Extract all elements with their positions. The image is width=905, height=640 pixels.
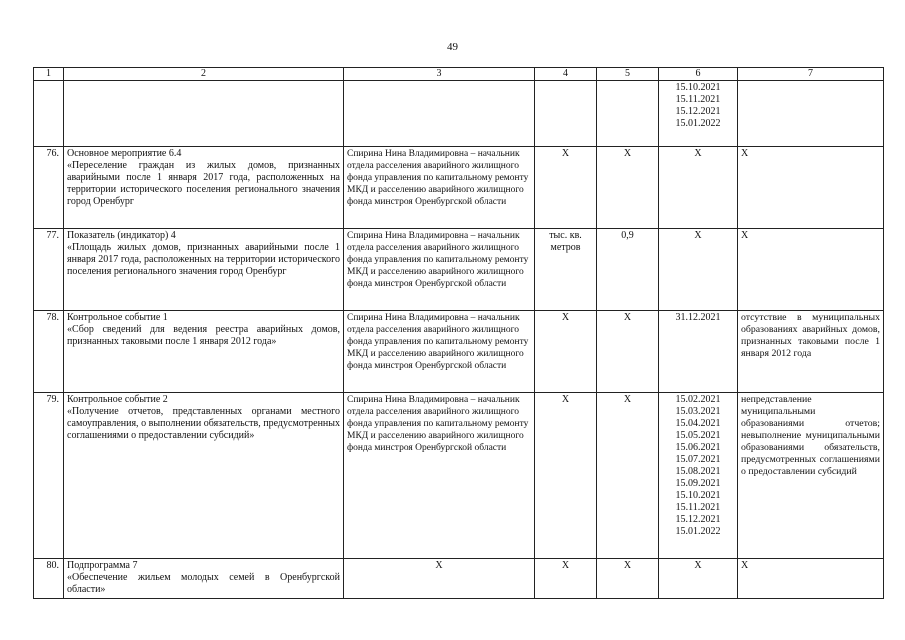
row-name-title: Подпрограмма 7 — [67, 560, 138, 571]
row-number: 78. — [34, 311, 64, 393]
date-value: 15.12.2021 — [675, 106, 721, 117]
date-value: 15.06.2021 — [675, 442, 721, 453]
cell-num — [34, 81, 64, 147]
date-value: 15.04.2021 — [675, 418, 721, 429]
table-row — [34, 311, 884, 393]
cell-dates — [659, 81, 738, 147]
cell-name — [64, 81, 344, 147]
date-value: 15.10.2021 — [675, 82, 721, 93]
row-col7: X — [738, 229, 884, 311]
row-responsible: X — [344, 559, 535, 599]
row-col5: 0,9 — [597, 229, 659, 311]
date-value: 15.02.2021 — [675, 394, 721, 405]
cell-col7 — [738, 81, 884, 147]
row-name-title: Контрольное событие 2 — [67, 394, 168, 405]
date-value: 15.11.2021 — [675, 94, 721, 105]
date-value: X — [694, 560, 702, 571]
date-value: 15.11.2021 — [675, 502, 721, 513]
header-col-5: 5 — [597, 68, 659, 81]
row-number: 79. — [34, 393, 64, 559]
cell-col4 — [535, 81, 597, 147]
row-name-desc: «Получение отчетов, представленных органами местного самоуправления, о выполнении обязательств, предусмотренных соглашениями о предоставлении субсидий» — [67, 406, 340, 441]
row-name-title: Основное мероприятие 6.4 — [67, 148, 182, 159]
row-col5: X — [597, 559, 659, 599]
date-value: 15.09.2021 — [675, 478, 721, 489]
date-value: 15.07.2021 — [675, 454, 721, 465]
date-value: 31.12.2021 — [675, 312, 721, 323]
row-col5: X — [597, 311, 659, 393]
row-col5: X — [597, 147, 659, 229]
row-name-desc: «Переселение граждан из жилых домов, признанных аварийными после 1 января 2017 года, расположенных на территории исторического поселения регионального значения город Оренбург — [67, 160, 340, 207]
date-value: 15.10.2021 — [675, 490, 721, 501]
row-col6 — [659, 311, 738, 393]
date-value: X — [694, 148, 702, 159]
row-name — [64, 559, 344, 599]
row-name-desc: «Площадь жилых домов, признанных аварийными после 1 января 2017 года, расположенных на территории исторического поселения регионального значения город Оренбург — [67, 242, 340, 277]
row-col4: тыс. кв. метров — [535, 229, 597, 311]
plan-table — [33, 67, 884, 599]
row-number: 77. — [34, 229, 64, 311]
header-col-7: 7 — [738, 68, 884, 81]
row-responsible: Спирина Нина Владимировна – начальник отдела расселения аварийного жилищного фонда управления по капитальному ремонту МКД и расселению аварийного жилищного фонда минстроя Оренбургской области — [344, 393, 535, 559]
table-row — [34, 393, 884, 559]
table-row — [34, 229, 884, 311]
row-col7: X — [738, 147, 884, 229]
row-name — [64, 229, 344, 311]
row-col5: X — [597, 393, 659, 559]
date-value: 15.08.2021 — [675, 466, 721, 477]
row-name — [64, 147, 344, 229]
row-col6 — [659, 229, 738, 311]
row-responsible: Спирина Нина Владимировна – начальник отдела расселения аварийного жилищного фонда управления по капитальному ремонту МКД и расселению аварийного жилищного фонда минстроя Оренбургской области — [344, 229, 535, 311]
row-col6 — [659, 147, 738, 229]
row-col4: X — [535, 559, 597, 599]
cell-col5 — [597, 81, 659, 147]
row-name — [64, 311, 344, 393]
row-number: 76. — [34, 147, 64, 229]
row-responsible: Спирина Нина Владимировна – начальник отдела расселения аварийного жилищного фонда управления по капитальному ремонту МКД и расселению аварийного жилищного фонда минстроя Оренбургской области — [344, 311, 535, 393]
row-col4: X — [535, 393, 597, 559]
page-number: 49 — [447, 41, 458, 53]
row-col7: отсутствие в муниципальных образованиях аварийных домов, признанных таковыми после 1 января 2012 года — [738, 311, 884, 393]
row-col4: X — [535, 147, 597, 229]
table-row — [34, 147, 884, 229]
date-value: 15.03.2021 — [675, 406, 721, 417]
header-col-6: 6 — [659, 68, 738, 81]
row-col7: X — [738, 559, 884, 599]
row-name-title: Показатель (индикатор) 4 — [67, 230, 176, 241]
cell-responsible — [344, 81, 535, 147]
header-row — [34, 68, 884, 81]
date-value: 15.01.2022 — [675, 526, 721, 537]
header-col-2: 2 — [64, 68, 344, 81]
header-col-3: 3 — [344, 68, 535, 81]
row-col6 — [659, 559, 738, 599]
row-responsible: Спирина Нина Владимировна – начальник отдела расселения аварийного жилищного фонда управления по капитальному ремонту МКД и расселению аварийного жилищного фонда минстроя Оренбургской области — [344, 147, 535, 229]
row-name-title: Контрольное событие 1 — [67, 312, 168, 323]
date-value: 15.05.2021 — [675, 430, 721, 441]
row-col6 — [659, 393, 738, 559]
row-col7: непредставление муниципальными образованиями отчетов; невыполнение муниципальными образованиями обязательств, предусмотренных соглашениями о предоставлении субсидий — [738, 393, 884, 559]
date-value: 15.12.2021 — [675, 514, 721, 525]
row-name-desc: «Обеспечение жильем молодых семей в Оренбургской области» — [67, 572, 340, 595]
date-value: X — [694, 230, 702, 241]
row-name — [64, 393, 344, 559]
continuation-row — [34, 81, 884, 147]
header-col-4: 4 — [535, 68, 597, 81]
row-name-desc: «Сбор сведений для ведения реестра аварийных домов, признанных таковыми после 1 января 2012 года» — [67, 324, 340, 347]
table-row — [34, 559, 884, 599]
row-col4: X — [535, 311, 597, 393]
date-value: 15.01.2022 — [675, 118, 721, 129]
header-col-1: 1 — [34, 68, 64, 81]
row-number: 80. — [34, 559, 64, 599]
